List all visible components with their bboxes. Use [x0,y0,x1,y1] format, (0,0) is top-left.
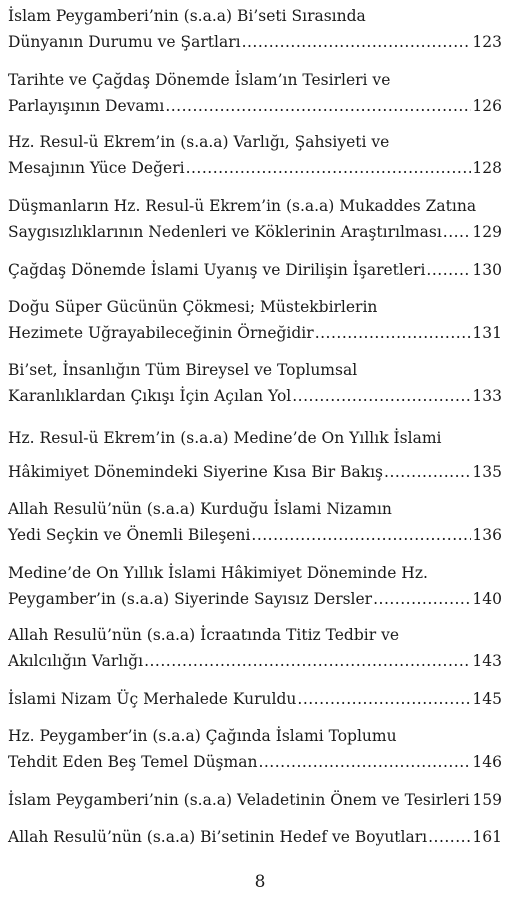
toc-entry-page-number: 143 [472,652,502,670]
dot-leader [426,257,471,283]
toc-entry-title-line: Hz. Resul-ü Ekrem’in (s.a.a) Medine’de On Yıllık İslami [8,429,442,447]
toc-entry-last-line [8,93,502,119]
toc-entry-page-number: 128 [472,159,502,177]
toc-entry-last-line [8,455,502,489]
toc-entry-page-number: 133 [472,387,502,405]
dot-leader [186,155,472,181]
toc-entry-title-line: Peygamber’in (s.a.a) Siyerinde Sayısız Dersler [8,590,373,608]
toc-entry-last-line [8,383,502,409]
dot-leader [144,648,471,674]
toc-entry-title-line: Allah Resulü’nün (s.a.a) İcraatında Titiz Tedbir ve [8,626,399,644]
toc-entry-last-line [8,257,502,283]
dot-leader [315,320,472,346]
toc-entry [8,824,502,850]
dot-leader [258,749,471,775]
toc-entry-title-line: Hz. Resul-ü Ekrem’in (s.a.a) Varlığı, Şahsiyeti ve [8,133,390,151]
toc-entry-page-number: 146 [472,753,502,771]
toc-entry-last-line [8,749,502,775]
toc-entry-page-number: 123 [472,33,502,51]
toc-entry [8,67,502,119]
toc-entry-title-line: Karanlıklardan Çıkışı İçin Açılan Yol [8,387,292,405]
toc-entry-page-number: 131 [472,324,502,342]
toc-entry-last-line [8,219,502,245]
toc-entry-last-line [8,522,502,548]
toc-entry-last-line [8,586,502,612]
toc-entry-title-line: Yedi Seçkin ve Önemli Bileşeni [8,526,251,544]
dot-leader [292,383,471,409]
dot-leader [242,29,472,55]
toc-entry-title-line: Doğu Süper Gücünün Çökmesi; Müstekbirlerin [8,298,378,316]
toc-entry [8,257,502,283]
toc-entry-page-number: 140 [472,590,502,608]
toc-entry [8,3,502,55]
toc-entry-title-line: Hz. Peygamber’in (s.a.a) Çağında İslami Toplumu [8,727,397,745]
toc-entry-title-line: İslam Peygamberi’nin (s.a.a) Bi’seti Sırasında [8,7,366,25]
toc-entry-title-line: Bi’set, İnsanlığın Tüm Bireysel ve Toplumsal [8,361,358,379]
toc-entry-title-line: Mesajının Yüce Değeri [8,159,185,177]
toc-entry-page-number: 129 [472,223,502,241]
dot-leader [471,787,472,813]
toc-entry [8,294,502,346]
toc-entry-title-line: Düşmanların Hz. Resul-ü Ekrem’in (s.a.a) Mukaddes Zatına [8,197,477,215]
toc-entry [8,560,502,612]
toc-entry-page-number: 136 [472,526,502,544]
toc-entry [8,357,502,409]
toc-entry [8,129,502,181]
toc-entry-title-line: Akılcılığın Varlığı [8,652,144,670]
toc-entry [8,421,502,489]
toc-entry [8,622,502,674]
page-number: 8 [254,872,266,892]
toc-entry [8,193,502,245]
toc-entry [8,787,502,813]
toc-entry-page-number: 126 [472,97,502,115]
toc-entry-page-number: 159 [472,791,502,809]
toc-entry-last-line [8,787,502,813]
toc-entry-page-number: 130 [472,261,502,279]
toc-entry-last-line [8,824,502,850]
toc-entry-title-line: Allah Resulü’nün (s.a.a) Bi’setinin Hedef ve Boyutları [8,828,428,846]
toc-entry-last-line [8,320,502,346]
toc-entry-title-line: Tehdit Eden Beş Temel Düşman [8,753,258,771]
dot-leader [443,219,472,245]
toc-entry-title-line: Saygısızlıklarının Nedenleri ve Köklerinin Araştırılması [8,223,442,241]
dot-leader [165,93,471,119]
toc-entry-title-line: Tarihte ve Çağdaş Dönemde İslam’ın Tesirleri ve [8,71,391,89]
toc-entry-last-line [8,29,502,55]
toc-entry-title-line: Allah Resulü’nün (s.a.a) Kurduğu İslami Nizamın [8,500,392,518]
toc-entry-last-line [8,648,502,674]
toc-entry [8,723,502,775]
dot-leader [384,455,471,489]
toc-entry-last-line [8,686,502,712]
toc-entry-page-number: 145 [472,690,502,708]
toc-entry-page-number: 135 [472,463,502,481]
toc-entry-title-line: Medine’de On Yıllık İslami Hâkimiyet Döneminde Hz. [8,564,428,582]
dot-leader [297,686,471,712]
toc-entry [8,686,502,712]
toc-entry-title-line: İslami Nizam Üç Merhalede Kuruldu [8,690,297,708]
toc-entry-last-line [8,155,502,181]
toc-entry-title-line: Hâkimiyet Dönemindeki Siyerine Kısa Bir Bakış [8,463,384,481]
dot-leader [373,586,471,612]
toc-entry-page-number: 161 [472,828,502,846]
dot-leader [428,824,471,850]
toc-entry-title-line: Çağdaş Dönemde İslami Uyanış ve Dirilişin İşaretleri [8,261,426,279]
toc-entry-title-line: Hezimete Uğrayabileceğinin Örneğidir [8,324,314,342]
toc-entry [8,496,502,548]
dot-leader [251,522,471,548]
toc-entry-title-line: Parlayışının Devamı [8,97,165,115]
toc-entry-title-line: Dünyanın Durumu ve Şartları [8,33,241,51]
toc-entry-title-line: İslam Peygamberi’nin (s.a.a) Veladetinin Önem ve Tesirleri [8,791,470,809]
